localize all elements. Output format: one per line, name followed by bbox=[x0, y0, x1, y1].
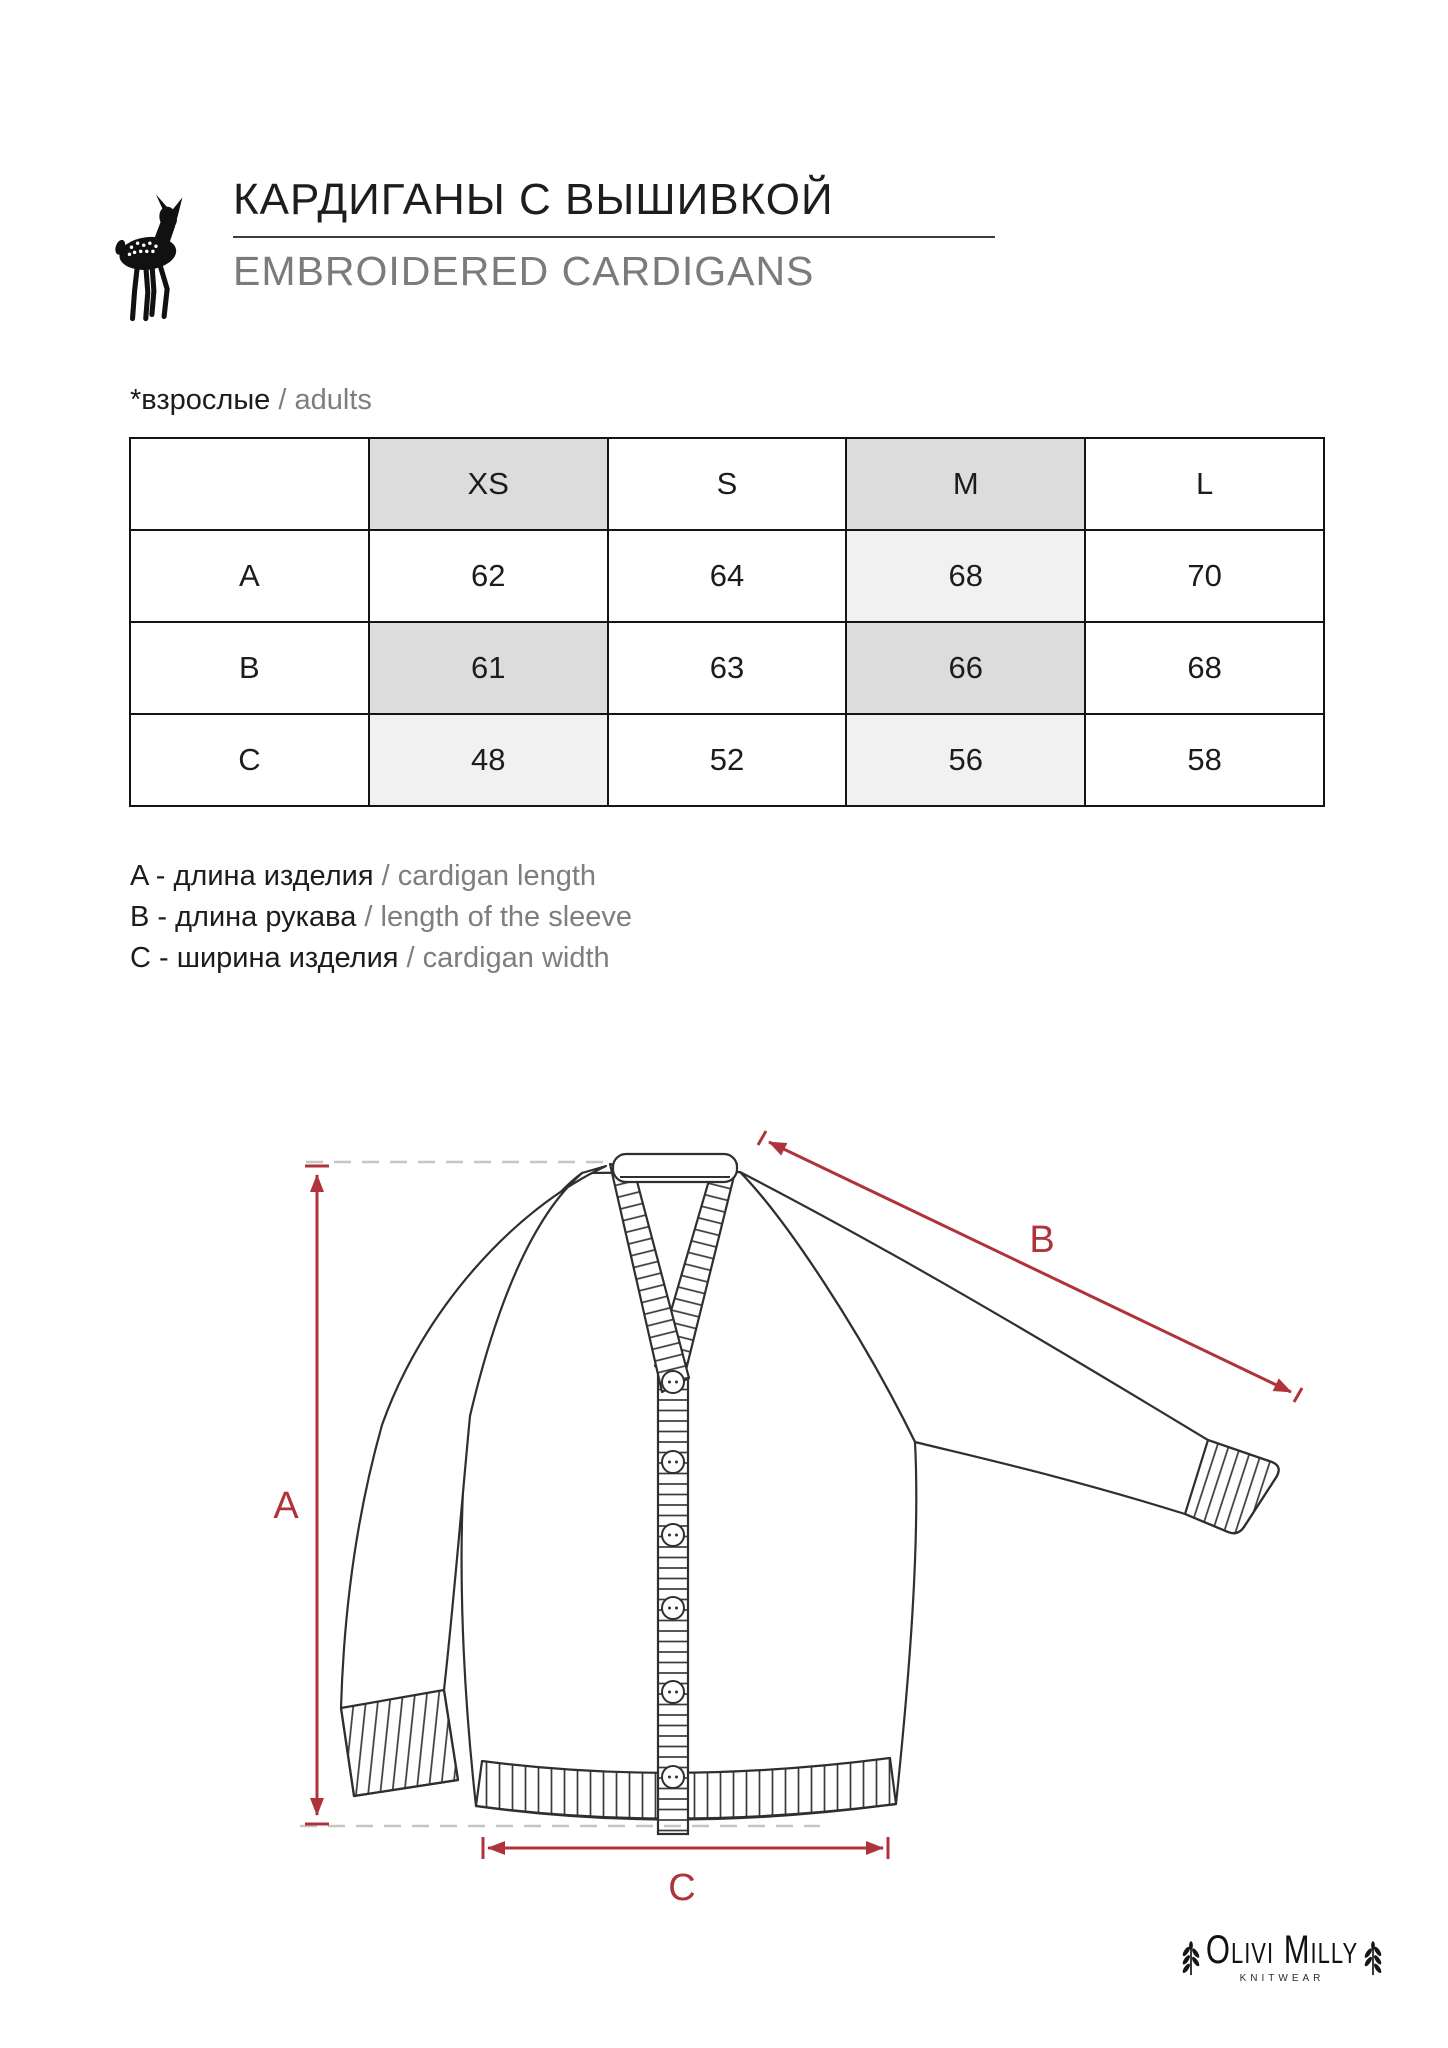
cell-b-l: 68 bbox=[1085, 622, 1324, 714]
left-cuff-rib bbox=[341, 1690, 458, 1796]
column-header-xs: XS bbox=[369, 438, 608, 530]
row-label-b: B bbox=[130, 622, 369, 714]
cell-a-m: 68 bbox=[846, 530, 1085, 622]
branch-left-icon bbox=[1180, 1937, 1202, 1981]
brand-logo bbox=[1168, 1926, 1396, 1984]
table-row bbox=[130, 622, 1324, 714]
title-divider bbox=[233, 236, 995, 238]
column-header-l: L bbox=[1085, 438, 1324, 530]
dimension-a-arrow bbox=[305, 1166, 329, 1824]
legend-c-russian: C - ширина изделия bbox=[130, 942, 407, 974]
legend-c-english: / cardigan width bbox=[406, 942, 610, 974]
table-row bbox=[130, 714, 1324, 806]
cell-b-m: 66 bbox=[846, 622, 1085, 714]
legend-b-english: / length of the sleeve bbox=[364, 901, 633, 933]
fawn-logo-icon bbox=[103, 190, 215, 328]
cell-b-s: 63 bbox=[608, 622, 847, 714]
measurement-legend bbox=[130, 856, 632, 979]
cardigan-diagram bbox=[220, 1080, 1360, 1960]
cell-c-xs: 48 bbox=[369, 714, 608, 806]
column-header-s: S bbox=[608, 438, 847, 530]
legend-line-a bbox=[130, 856, 632, 897]
size-table-header-row bbox=[130, 438, 1324, 530]
back-collar bbox=[613, 1154, 737, 1182]
legend-line-b bbox=[130, 897, 632, 938]
dimension-a-label: A bbox=[273, 1485, 299, 1527]
audience-note-english: / adults bbox=[278, 384, 372, 416]
column-header-m: M bbox=[846, 438, 1085, 530]
branch-right-icon bbox=[1362, 1937, 1384, 1981]
cell-b-xs: 61 bbox=[369, 622, 608, 714]
legend-b-russian: B - длина рукава bbox=[130, 901, 365, 933]
dimension-b-label: B bbox=[1029, 1219, 1055, 1261]
cell-c-l: 58 bbox=[1085, 714, 1324, 806]
audience-note bbox=[130, 384, 372, 417]
cell-c-s: 52 bbox=[608, 714, 847, 806]
cell-a-xs: 62 bbox=[369, 530, 608, 622]
page-title-english: EMBROIDERED CARDIGANS bbox=[233, 248, 815, 294]
legend-a-english: / cardigan length bbox=[381, 860, 597, 892]
dimension-c-arrow bbox=[483, 1837, 888, 1859]
size-table bbox=[129, 437, 1325, 807]
table-row bbox=[130, 530, 1324, 622]
page-title-russian: КАРДИГАНЫ С ВЫШИВКОЙ bbox=[233, 175, 834, 224]
corner-cell bbox=[130, 438, 369, 530]
dimension-c-label: C bbox=[668, 1867, 696, 1909]
audience-note-russian: *взрослые bbox=[130, 384, 271, 416]
cell-c-m: 56 bbox=[846, 714, 1085, 806]
brand-wordmark: Olivi Milly bbox=[1205, 1926, 1359, 1973]
row-label-a: A bbox=[130, 530, 369, 622]
legend-line-c bbox=[130, 938, 632, 979]
brand-tagline: KNITWEAR bbox=[1239, 1973, 1325, 1984]
row-label-c: C bbox=[130, 714, 369, 806]
cell-a-l: 70 bbox=[1085, 530, 1324, 622]
legend-a-russian: A - длина изделия bbox=[130, 860, 382, 892]
header bbox=[233, 175, 1043, 295]
cell-a-s: 64 bbox=[608, 530, 847, 622]
